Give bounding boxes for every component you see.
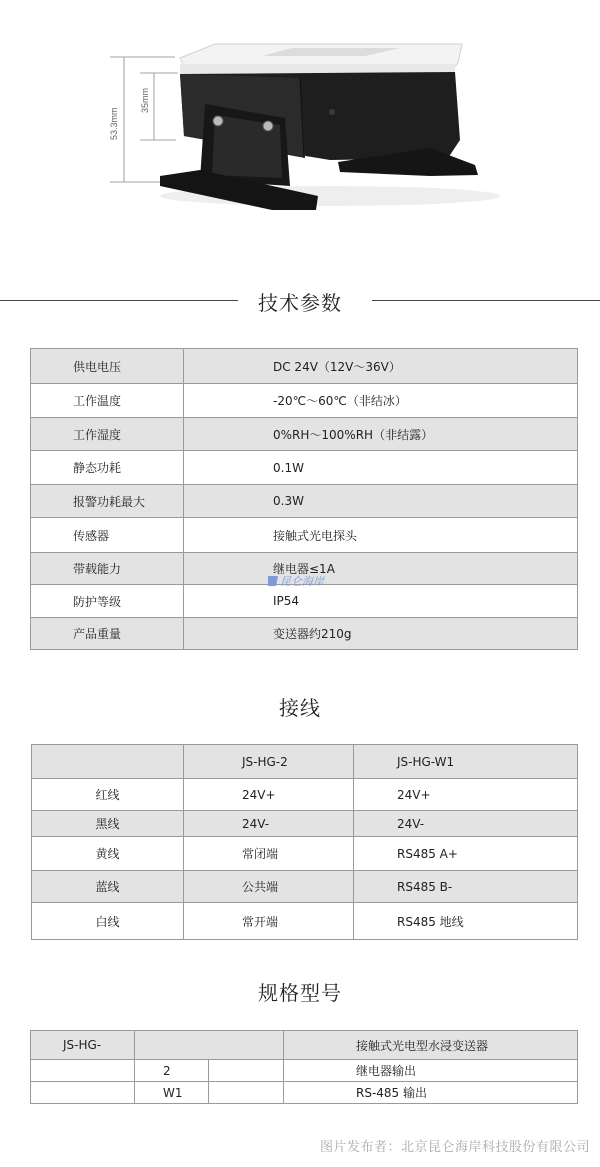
param-key: 工作湿度 — [31, 418, 184, 451]
wire-color: 黄线 — [32, 837, 184, 871]
header-cell: JS-HG-W1 — [354, 745, 578, 779]
param-value: -20℃～60℃（非结冰） — [184, 384, 578, 418]
wire-color: 红线 — [32, 779, 184, 811]
table-header-row — [31, 1031, 578, 1060]
wire-js-hg-w1: RS485 地线 — [354, 903, 578, 940]
wire-js-hg-2: 24V- — [184, 811, 354, 837]
table-row — [31, 384, 578, 418]
table-row — [32, 903, 578, 940]
table-header-row — [32, 745, 578, 779]
param-key: 供电电压 — [31, 349, 184, 384]
table-row — [31, 1060, 578, 1082]
param-value: 接触式光电探头 — [184, 518, 578, 553]
model-option-desc: 继电器输出 — [284, 1060, 578, 1082]
table-row — [31, 485, 578, 518]
param-key: 报警功耗最大 — [31, 485, 184, 518]
table-row — [32, 811, 578, 837]
params-section-title: 技术参数 — [258, 291, 342, 315]
param-key: 产品重量 — [31, 618, 184, 650]
param-value: IP54 — [184, 585, 578, 618]
model-section-title: 规格型号 — [258, 981, 342, 1005]
header-cell — [32, 745, 184, 779]
empty-cell — [31, 1082, 135, 1104]
wiring-section-title: 接线 — [279, 696, 321, 720]
wire-js-hg-w1: 24V+ — [354, 779, 578, 811]
model-option-desc: RS-485 输出 — [284, 1082, 578, 1104]
wire-js-hg-2: 常开端 — [184, 903, 354, 940]
table-row — [31, 585, 578, 618]
watermark-logo — [268, 574, 334, 588]
model-description: 接触式光电型水浸变送器 — [284, 1031, 578, 1060]
model-spacer — [135, 1031, 284, 1060]
empty-cell — [209, 1082, 284, 1104]
param-value: 0%RH～100%RH（非结露） — [184, 418, 578, 451]
table-row — [31, 349, 578, 384]
param-key: 静态功耗 — [31, 451, 184, 485]
header-cell: JS-HG-2 — [184, 745, 354, 779]
table-row — [32, 779, 578, 811]
param-key: 工作温度 — [31, 384, 184, 418]
table-row — [31, 418, 578, 451]
empty-cell — [31, 1060, 135, 1082]
table-row — [32, 837, 578, 871]
wire-color: 白线 — [32, 903, 184, 940]
model-option-code: W1 — [135, 1082, 209, 1104]
param-value: 变送器约210g — [184, 618, 578, 650]
publisher-footer: 图片发布者：北京昆仑海岸科技股份有限公司 — [319, 1140, 590, 1155]
watermark-text: 昆仑海岸 — [280, 575, 324, 588]
wire-color: 黑线 — [32, 811, 184, 837]
param-key: 带载能力 — [31, 553, 184, 585]
wire-js-hg-w1: RS485 A+ — [354, 837, 578, 871]
dimension-total-label: 53.3mm — [109, 107, 119, 140]
wire-js-hg-2: 常闭端 — [184, 837, 354, 871]
product-image — [0, 0, 600, 250]
param-key: 防护等级 — [31, 585, 184, 618]
table-row — [31, 451, 578, 485]
param-value: DC 24V（12V～36V） — [184, 349, 578, 384]
param-value: 0.1W — [184, 451, 578, 485]
wire-js-hg-2: 公共端 — [184, 871, 354, 903]
wire-js-hg-2: 24V+ — [184, 779, 354, 811]
empty-cell — [209, 1060, 284, 1082]
wire-color: 蓝线 — [32, 871, 184, 903]
wiring-table — [31, 744, 578, 940]
param-value: 继电器≤1A — [184, 553, 578, 585]
model-prefix: JS-HG- — [31, 1031, 135, 1060]
table-row — [31, 1082, 578, 1104]
wire-js-hg-w1: RS485 B- — [354, 871, 578, 903]
table-row — [31, 618, 578, 650]
dimension-body-label: 35mm — [140, 87, 150, 113]
model-table — [30, 1030, 578, 1104]
table-row — [31, 518, 578, 553]
wire-js-hg-w1: 24V- — [354, 811, 578, 837]
params-table — [30, 348, 578, 650]
param-key: 传感器 — [31, 518, 184, 553]
model-option-code: 2 — [135, 1060, 209, 1082]
param-value: 0.3W — [184, 485, 578, 518]
water-sensor-illustration — [0, 0, 600, 250]
table-row — [32, 871, 578, 903]
